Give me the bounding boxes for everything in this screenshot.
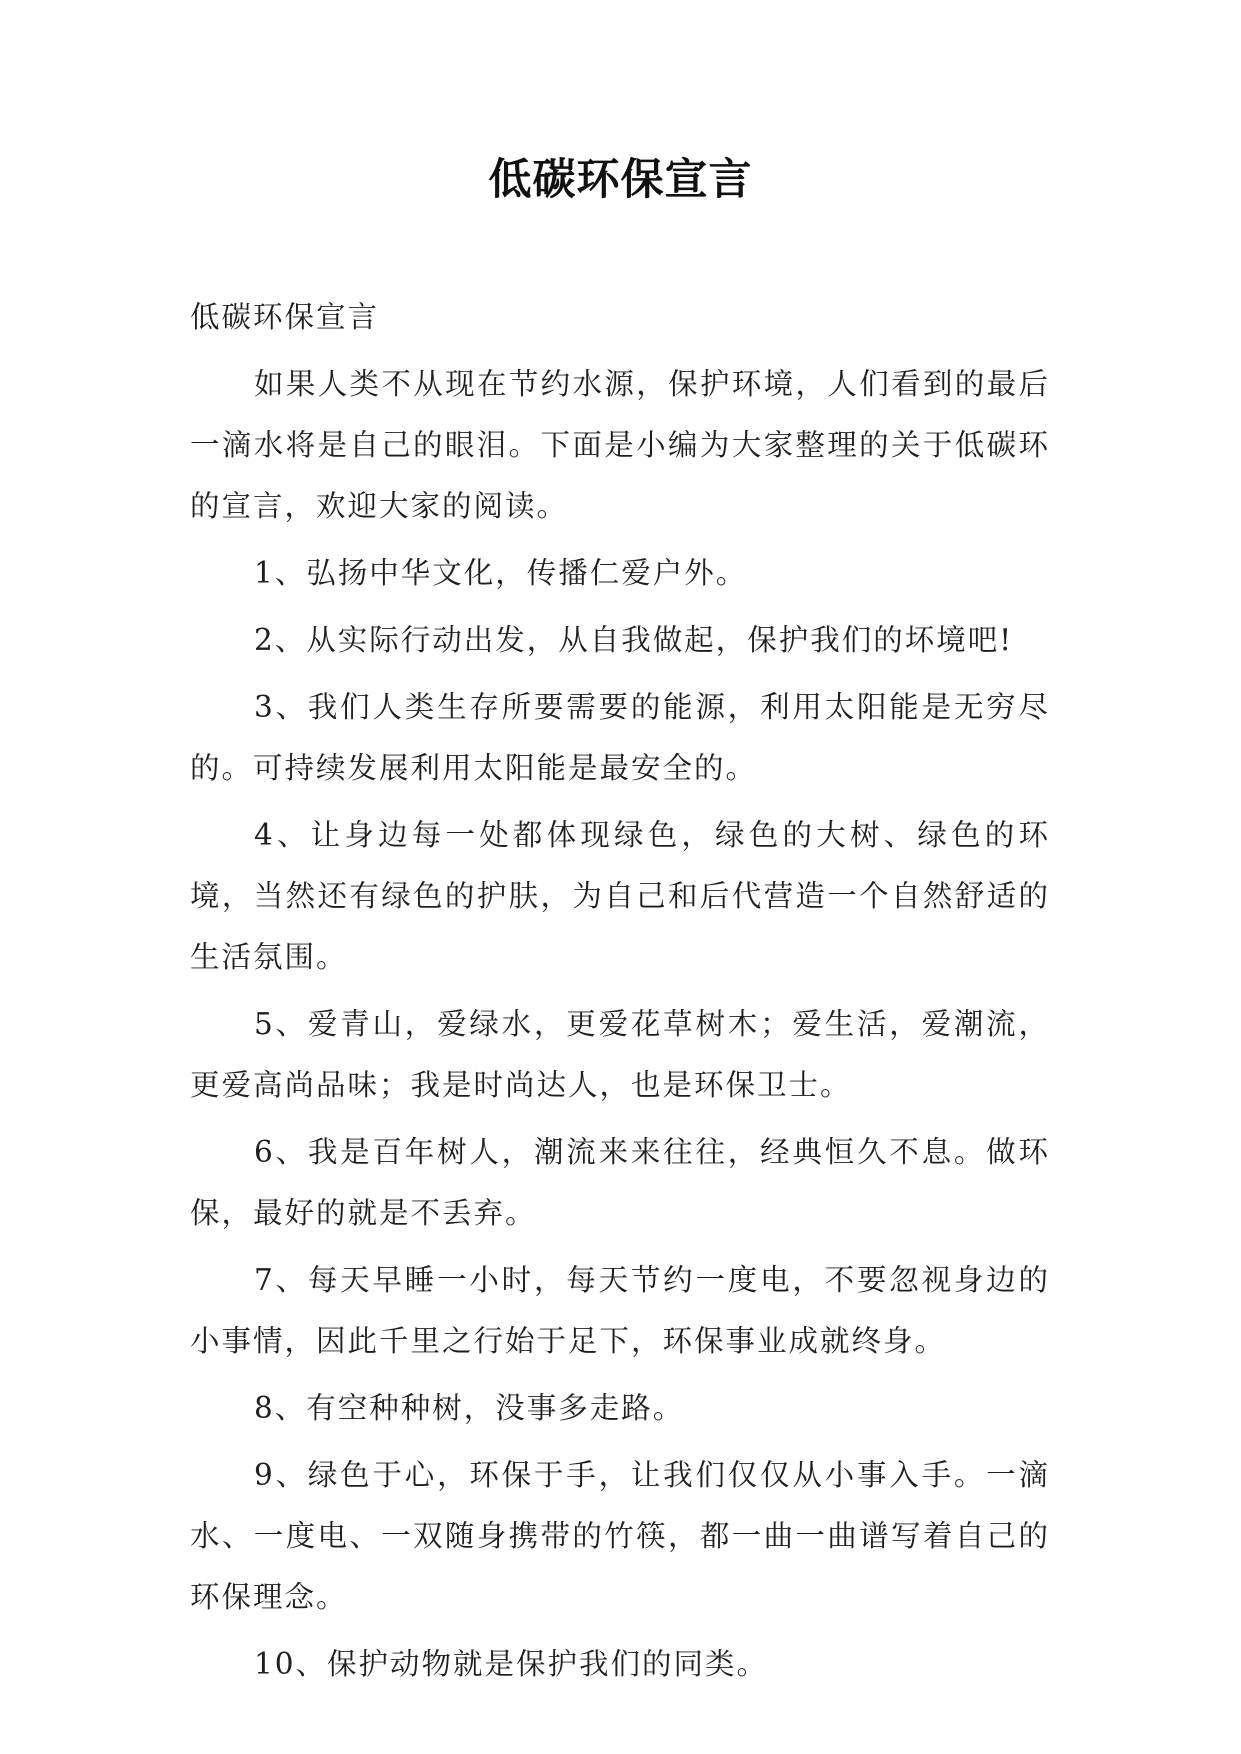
declaration-item-5: 5、爱青山，爱绿水，更爱花草树木；爱生活，爱潮流，更爱高尚品味；我是时尚达人，也是环保卫士。 xyxy=(190,1007,1050,1102)
declaration-item-1: 1、弘扬中华文化，传播仁爱户外。 xyxy=(254,556,748,590)
declaration-item-8: 8、有空种种树，没事多走路。 xyxy=(254,1391,685,1425)
declaration-item-2: 2、从实际行动出发，从自我做起，保护我们的坏境吧! xyxy=(254,623,1014,657)
declaration-item-7: 7、每天早睡一小时，每天节约一度电，不要忽视身边的小事情，因此千里之行始于足下，环保事业成就终身。 xyxy=(190,1263,1050,1358)
document-title: 低碳环保宣言 xyxy=(488,155,753,205)
declaration-item-10: 10、保护动物就是保护我们的同类。 xyxy=(254,1647,769,1681)
declaration-item-6: 6、我是百年树人，潮流来来往往，经典恒久不息。做环保，最好的就是不丢弃。 xyxy=(190,1135,1050,1230)
declaration-item-4: 4、让身边每一处都体现绿色，绿色的大树、绿色的环境，当然还有绿色的护肤，为自己和后代营造一个自然舒适的生活氛围。 xyxy=(190,818,1050,974)
declaration-item-9: 9、绿色于心，环保于手，让我们仅仅从小事入手。一滴水、一度电、一双随身携带的竹筷，都一曲一曲谱写着自己的环保理念。 xyxy=(190,1458,1050,1614)
document-subtitle: 低碳环保宣言 xyxy=(190,300,380,334)
declaration-item-3: 3、我们人类生存所要需要的能源，利用太阳能是无穷尽的。可持续发展利用太阳能是最安全的。 xyxy=(190,690,1050,785)
document-body xyxy=(190,287,1050,1701)
intro-paragraph: 如果人类不从现在节约水源，保护环境，人们看到的最后一滴水将是自己的眼泪。下面是小编为大家整理的关于低碳环的宣言，欢迎大家的阅读。 xyxy=(190,367,1050,523)
